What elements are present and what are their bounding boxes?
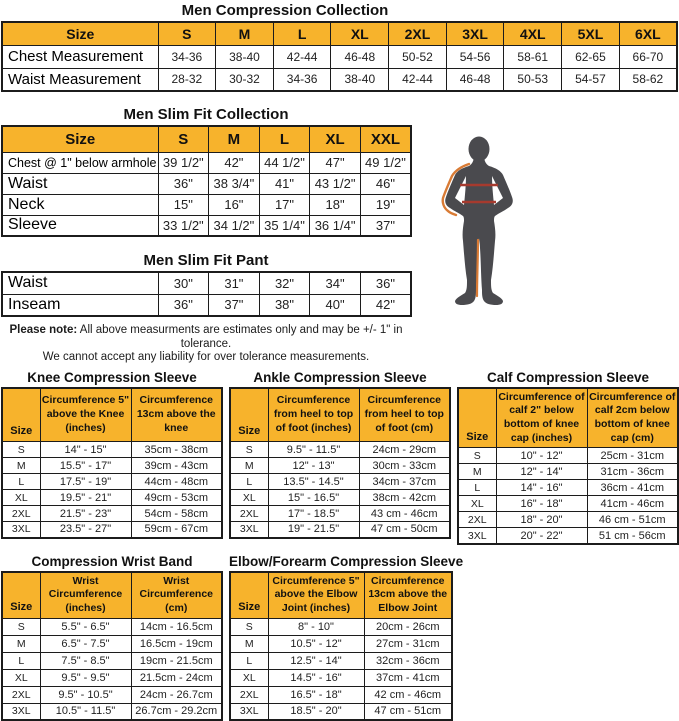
table-cell: XL <box>2 490 40 506</box>
table-row <box>2 173 411 194</box>
table-cell: 2XL <box>2 686 40 703</box>
table-cell: 28-32 <box>158 68 216 91</box>
table-cell: 20" - 22" <box>496 528 587 544</box>
header-cell: Circumference of calf 2cm below bottom of knee cap (cm) <box>587 388 678 448</box>
table-cell: 8" - 10" <box>268 618 364 635</box>
table-row <box>458 448 678 464</box>
header-cell: M <box>209 126 260 152</box>
table-row <box>230 522 450 538</box>
table-cell: 12" - 13" <box>268 458 359 474</box>
table-cell: 51 cm - 56cm <box>587 528 678 544</box>
calf-sleeve-title: Calf Compression Sleeve <box>486 369 650 385</box>
table-cell: 23.5" - 27" <box>40 522 131 538</box>
table-cell: 30cm - 33cm <box>359 458 450 474</box>
table-cell: 24cm - 26.7cm <box>131 686 222 703</box>
table-cell: 37cm - 41cm <box>364 669 452 686</box>
table-cell: 16.5cm - 19cm <box>131 635 222 652</box>
table-cell: M <box>2 635 40 652</box>
men-compression-collection-title: Men Compression Collection <box>181 2 389 19</box>
table-cell: 58-61 <box>504 45 562 68</box>
table-cell: Neck <box>2 194 158 215</box>
table-cell: 37" <box>209 294 260 316</box>
table-row <box>2 458 222 474</box>
table-cell: Inseam <box>2 294 158 316</box>
table-row <box>458 512 678 528</box>
header-row <box>458 388 678 448</box>
table-cell: 54-57 <box>562 68 620 91</box>
table-cell: 9.5" - 9.5" <box>40 669 131 686</box>
table-cell: 2XL <box>230 506 268 522</box>
table-cell: XL <box>230 490 268 506</box>
table-cell: 50-53 <box>504 68 562 91</box>
table-cell: 43 1/2" <box>310 173 361 194</box>
table-cell: 50-52 <box>389 45 447 68</box>
header-cell: Size <box>458 388 496 448</box>
header-cell: Circumference 5" above the Knee (inches) <box>40 388 131 442</box>
header-cell: 4XL <box>504 22 562 45</box>
table-cell: M <box>230 635 268 652</box>
table-cell: 34" <box>310 272 361 294</box>
table-cell: 16" - 18" <box>496 496 587 512</box>
header-row <box>230 572 452 618</box>
body-measurement-figure <box>436 128 530 314</box>
header-cell: Circumference of calf 2" below bottom of knee cap (inches) <box>496 388 587 448</box>
table-cell: 36 1/4" <box>310 215 361 236</box>
table-cell: 17" <box>259 194 310 215</box>
table-cell: 38cm - 42cm <box>359 490 450 506</box>
table-cell: 32" <box>259 272 310 294</box>
table-cell: 44cm - 48cm <box>131 474 222 490</box>
header-cell: Circumference 13cm above the knee <box>131 388 222 442</box>
table-row <box>458 528 678 544</box>
table-cell: XL <box>2 669 40 686</box>
header-cell: Circumference from heel to top of foot (inches) <box>268 388 359 442</box>
calf-sleeve-table <box>457 387 679 545</box>
table-cell: 3XL <box>2 703 40 720</box>
header-cell: Size <box>2 572 40 618</box>
table-row <box>2 703 222 720</box>
table-cell: 17.5" - 19" <box>40 474 131 490</box>
table-cell: 35cm - 38cm <box>131 442 222 458</box>
elbow-sleeve-title: Elbow/Forearm Compression Sleeve <box>229 553 464 569</box>
table-cell: 19.5" - 21" <box>40 490 131 506</box>
table-cell: S <box>2 618 40 635</box>
sleeve-tables-row <box>1 370 679 545</box>
table-cell: 62-65 <box>562 45 620 68</box>
tolerance-note-bold: Please note: <box>9 324 78 336</box>
table-cell: 31cm - 36cm <box>587 464 678 480</box>
table-cell: L <box>2 474 40 490</box>
knee-sleeve-section <box>1 370 223 545</box>
table-row <box>230 618 452 635</box>
table-row <box>230 686 452 703</box>
table-row <box>458 496 678 512</box>
ankle-sleeve-title: Ankle Compression Sleeve <box>253 369 427 385</box>
table-row <box>230 490 450 506</box>
table-cell: 44 1/2" <box>259 152 310 173</box>
table-cell: 34 1/2" <box>209 215 260 236</box>
table-cell: 26.7cm - 29.2cm <box>131 703 222 720</box>
figure-head <box>469 137 490 162</box>
table-cell: 3XL <box>2 522 40 538</box>
table-row <box>2 490 222 506</box>
table-row <box>2 272 411 294</box>
table-cell: 54-56 <box>446 45 504 68</box>
table-row <box>458 480 678 496</box>
table-cell: 21.5" - 23" <box>40 506 131 522</box>
header-cell: Wrist Circumference (inches) <box>40 572 131 618</box>
ankle-sleeve-table <box>229 387 451 539</box>
header-cell: Circumference 13cm above the Elbow Joint <box>364 572 452 618</box>
header-cell: S <box>158 126 209 152</box>
header-cell: Size <box>2 388 40 442</box>
table-cell: 19" - 21.5" <box>268 522 359 538</box>
table-cell: 19cm - 21.5cm <box>131 652 222 669</box>
wrist-band-table <box>1 571 223 721</box>
table-cell: 3XL <box>458 528 496 544</box>
tolerance-note-line2: We cannot accept any liability for over tolerance measurements. <box>42 351 370 364</box>
table-cell: 3XL <box>230 703 268 720</box>
table-cell: 42-44 <box>273 45 331 68</box>
measurement-figure-svg <box>436 128 530 314</box>
header-row <box>2 22 677 45</box>
table-cell: S <box>458 448 496 464</box>
table-cell: 34cm - 37cm <box>359 474 450 490</box>
wrist-band-section <box>1 554 223 721</box>
header-cell: Size <box>230 572 268 618</box>
table-row <box>2 194 411 215</box>
table-cell: 14cm - 16.5cm <box>131 618 222 635</box>
table-cell: L <box>2 652 40 669</box>
table-cell: 58-62 <box>619 68 677 91</box>
table-cell: 12.5" - 14" <box>268 652 364 669</box>
table-cell: 30" <box>158 272 209 294</box>
header-cell: L <box>259 126 310 152</box>
table-cell: 46" <box>360 173 411 194</box>
table-cell: 24cm - 29cm <box>359 442 450 458</box>
table-cell: 54cm - 58cm <box>131 506 222 522</box>
table-cell: 46-48 <box>331 45 389 68</box>
table-row <box>230 652 452 669</box>
table-cell: 49cm - 53cm <box>131 490 222 506</box>
table-cell: 66-70 <box>619 45 677 68</box>
knee-sleeve-table <box>1 387 223 539</box>
header-cell: Circumference from heel to top of foot (cm) <box>359 388 450 442</box>
ankle-sleeve-section <box>229 370 451 545</box>
table-row <box>2 474 222 490</box>
men-slim-fit-pant-title: Men Slim Fit Pant <box>143 252 269 269</box>
table-cell: M <box>458 464 496 480</box>
inseam-measure-line <box>477 240 478 296</box>
table-cell: 38-40 <box>216 45 274 68</box>
calf-sleeve-section <box>457 370 679 545</box>
table-cell: 36" <box>360 272 411 294</box>
table-cell: Waist <box>2 272 158 294</box>
table-cell: 38 3/4" <box>209 173 260 194</box>
table-cell: 15.5" - 17" <box>40 458 131 474</box>
table-row <box>2 652 222 669</box>
table-cell: 13.5" - 14.5" <box>268 474 359 490</box>
table-row <box>2 294 411 316</box>
table-cell: 39cm - 43cm <box>131 458 222 474</box>
header-cell: 5XL <box>562 22 620 45</box>
men-slim-fit-collection-table <box>1 125 412 237</box>
header-cell: 2XL <box>389 22 447 45</box>
table-row <box>2 215 411 236</box>
table-cell: 14.5" - 16" <box>268 669 364 686</box>
wrist-elbow-tables-row <box>1 554 679 721</box>
header-cell: M <box>216 22 274 45</box>
table-cell: 16" <box>209 194 260 215</box>
table-cell: 9.5" - 10.5" <box>40 686 131 703</box>
table-row <box>2 442 222 458</box>
table-cell: Sleeve <box>2 215 158 236</box>
table-cell: 27cm - 31cm <box>364 635 452 652</box>
table-row <box>230 458 450 474</box>
table-cell: 39 1/2" <box>158 152 209 173</box>
table-cell: 33 1/2" <box>158 215 209 236</box>
table-cell: 37" <box>360 215 411 236</box>
men-compression-collection-table <box>1 21 678 92</box>
table-cell: 30-32 <box>216 68 274 91</box>
table-cell: Waist <box>2 173 158 194</box>
table-cell: M <box>230 458 268 474</box>
table-cell: 7.5" - 8.5" <box>40 652 131 669</box>
table-cell: 40" <box>310 294 361 316</box>
table-cell: 20cm - 26cm <box>364 618 452 635</box>
table-cell: XL <box>458 496 496 512</box>
header-cell: Circumference 5" above the Elbow Joint (inches) <box>268 572 364 618</box>
header-cell: XL <box>331 22 389 45</box>
header-cell: S <box>158 22 216 45</box>
table-cell: 2XL <box>230 686 268 703</box>
table-row <box>230 474 450 490</box>
table-cell: 14" - 15" <box>40 442 131 458</box>
table-row <box>2 45 677 68</box>
table-cell: 5.5" - 6.5" <box>40 618 131 635</box>
tolerance-note <box>0 324 412 365</box>
table-row <box>230 635 452 652</box>
table-cell: 12" - 14" <box>496 464 587 480</box>
table-cell: 2XL <box>2 506 40 522</box>
men-slim-fit-collection-title: Men Slim Fit Collection <box>123 106 289 123</box>
table-cell: 36" <box>158 173 209 194</box>
header-row <box>2 572 222 618</box>
table-cell: 15" <box>158 194 209 215</box>
table-cell: 47" <box>310 152 361 173</box>
table-row <box>230 669 452 686</box>
header-row <box>2 126 411 152</box>
header-cell: XL <box>310 126 361 152</box>
table-cell: Chest @ 1" below armhole <box>2 152 158 173</box>
table-cell: 10.5" - 11.5" <box>40 703 131 720</box>
elbow-sleeve-table <box>229 571 453 721</box>
table-cell: 10.5" - 12" <box>268 635 364 652</box>
table-row <box>2 669 222 686</box>
table-cell: 32cm - 36cm <box>364 652 452 669</box>
table-cell: 15" - 16.5" <box>268 490 359 506</box>
table-cell: 25cm - 31cm <box>587 448 678 464</box>
table-cell: S <box>230 442 268 458</box>
table-cell: 21.5cm - 24cm <box>131 669 222 686</box>
table-cell: 9.5" - 11.5" <box>268 442 359 458</box>
table-cell: 19" <box>360 194 411 215</box>
table-cell: L <box>230 474 268 490</box>
table-row <box>458 464 678 480</box>
table-cell: 42-44 <box>389 68 447 91</box>
table-cell: 42" <box>209 152 260 173</box>
table-row <box>2 618 222 635</box>
header-cell: Wrist Circumference (cm) <box>131 572 222 618</box>
table-cell: 18.5" - 20" <box>268 703 364 720</box>
header-cell: 6XL <box>619 22 677 45</box>
table-cell: 34-36 <box>158 45 216 68</box>
table-cell: 47 cm - 50cm <box>359 522 450 538</box>
table-cell: L <box>230 652 268 669</box>
table-cell: 46-48 <box>446 68 504 91</box>
table-cell: 36" <box>158 294 209 316</box>
table-cell: 18" <box>310 194 361 215</box>
table-cell: 38" <box>259 294 310 316</box>
table-cell: M <box>2 458 40 474</box>
header-row <box>2 388 222 442</box>
table-cell: 10" - 12" <box>496 448 587 464</box>
table-cell: 43 cm - 46cm <box>359 506 450 522</box>
men-slim-fit-pant-table <box>1 271 412 317</box>
header-cell: Size <box>2 126 158 152</box>
table-row <box>2 686 222 703</box>
table-cell: 17" - 18.5" <box>268 506 359 522</box>
table-row <box>230 703 452 720</box>
table-cell: 6.5" - 7.5" <box>40 635 131 652</box>
header-cell: XXL <box>360 126 411 152</box>
table-cell: 42" <box>360 294 411 316</box>
header-row <box>230 388 450 442</box>
table-cell: L <box>458 480 496 496</box>
elbow-sleeve-section <box>229 554 463 721</box>
table-cell: 49 1/2" <box>360 152 411 173</box>
table-cell: 18" - 20" <box>496 512 587 528</box>
table-row <box>2 635 222 652</box>
knee-sleeve-title: Knee Compression Sleeve <box>27 369 197 385</box>
table-cell: 35 1/4" <box>259 215 310 236</box>
tolerance-note-line1 <box>0 324 412 351</box>
header-cell: 3XL <box>446 22 504 45</box>
figure-silhouette <box>445 158 513 305</box>
table-cell: 2XL <box>458 512 496 528</box>
table-row <box>230 442 450 458</box>
table-cell: 16.5" - 18" <box>268 686 364 703</box>
table-cell: 42 cm - 46cm <box>364 686 452 703</box>
table-cell: S <box>2 442 40 458</box>
tolerance-note-text: All above measurments are estimates only and may be +/- 1" in tolerance. <box>77 324 403 350</box>
table-cell: S <box>230 618 268 635</box>
table-cell: Chest Measurement <box>2 45 158 68</box>
table-cell: 14" - 16" <box>496 480 587 496</box>
table-cell: Waist Measurement <box>2 68 158 91</box>
table-cell: 31" <box>209 272 260 294</box>
table-cell: 41" <box>259 173 310 194</box>
table-cell: 3XL <box>230 522 268 538</box>
table-cell: 47 cm - 51cm <box>364 703 452 720</box>
header-cell: L <box>273 22 331 45</box>
table-cell: XL <box>230 669 268 686</box>
table-cell: 34-36 <box>273 68 331 91</box>
table-row <box>2 506 222 522</box>
table-cell: 46 cm - 51cm <box>587 512 678 528</box>
table-cell: 36cm - 41cm <box>587 480 678 496</box>
header-cell: Size <box>230 388 268 442</box>
header-cell: Size <box>2 22 158 45</box>
table-row <box>2 522 222 538</box>
table-cell: 59cm - 67cm <box>131 522 222 538</box>
table-row <box>230 506 450 522</box>
table-row <box>2 152 411 173</box>
table-cell: 41cm - 46cm <box>587 496 678 512</box>
table-row <box>2 68 677 91</box>
wrist-band-title: Compression Wrist Band <box>31 553 193 569</box>
table-cell: 38-40 <box>331 68 389 91</box>
